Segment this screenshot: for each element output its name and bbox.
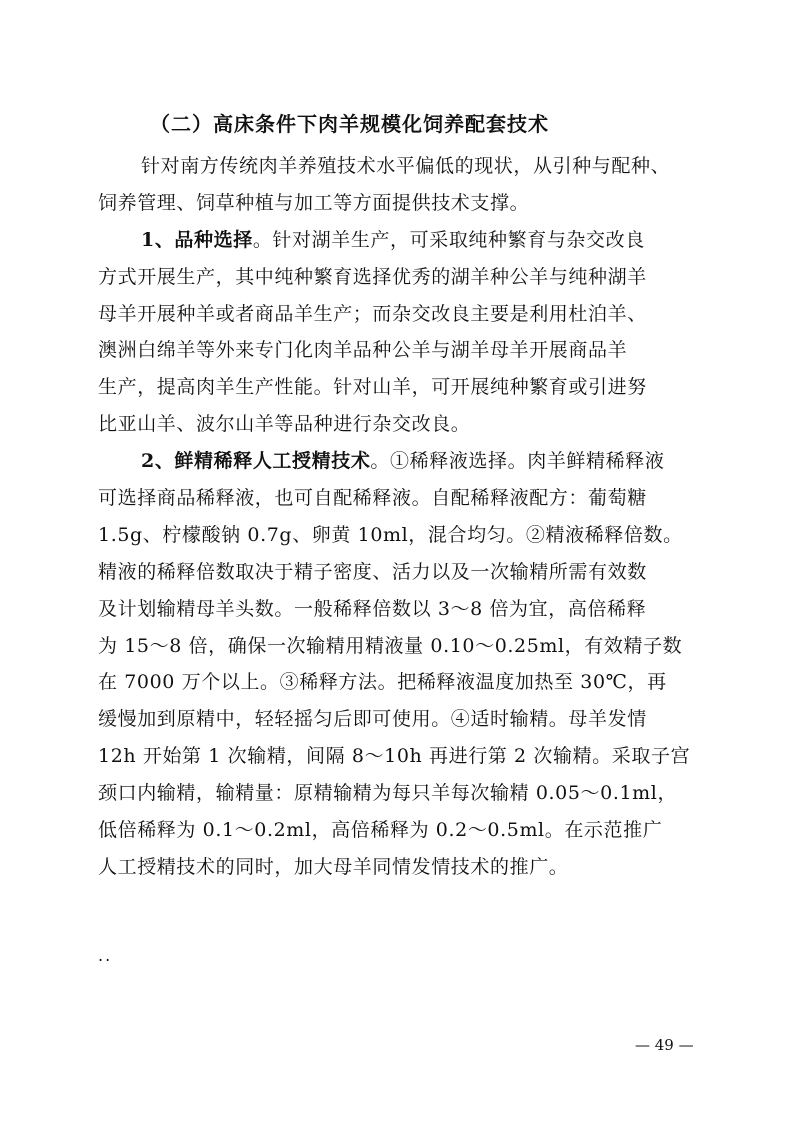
- section2-line: 为 15～8 倍，确保一次输精用精液量 0.10～0.25ml，有效精子数: [98, 634, 683, 657]
- section2-line: 低倍稀释为 0.1～0.2ml，高倍稀释为 0.2～0.5ml。在示范推广: [98, 819, 663, 842]
- section1-first-line: [98, 222, 718, 259]
- section1-line: 澳洲白绵羊等外来专门化肉羊品种公羊与湖羊母羊开展商品羊: [98, 339, 628, 362]
- section2-line: 缓慢加到原精中，轻轻摇匀后即可使用。④适时输精。母羊发情: [98, 708, 647, 731]
- section1-line: 生产，提高肉羊生产性能。针对山羊，可开展纯种繁育或引进努: [98, 376, 647, 399]
- section2-line: 12h 开始第 1 次输精，间隔 8～10h 再进行第 2 次输精。采取子宫: [98, 745, 691, 768]
- section2-text: 。①稀释液选择。肉羊鲜精稀释液: [370, 450, 665, 473]
- section1-line: 比亚山羊、波尔山羊等品种进行杂交改良。: [98, 413, 471, 436]
- section2-line: 精液的稀释倍数取决于精子密度、活力以及一次输精所需有效数: [98, 560, 647, 583]
- section2-line: 在 7000 万个以上。③稀释方法。把稀释液温度加热至 30℃，再: [98, 671, 667, 694]
- section2-first-line: [98, 443, 718, 480]
- section2-line: 颈口内输精，输精量：原精输精为每只羊每次输精 0.05～0.1ml，: [98, 782, 678, 805]
- section1-line: 方式开展生产，其中纯种繁育选择优秀的湖羊种公羊与纯种湖羊: [98, 265, 647, 288]
- section2-line: 可选择商品稀释液，也可自配稀释液。自配稀释液配方：葡萄糖: [98, 487, 647, 510]
- body-text: [98, 148, 718, 886]
- section1-line: 母羊开展种羊或者商品羊生产；而杂交改良主要是利用杜泊羊、: [98, 302, 647, 325]
- section2-title: 2、鲜精稀释人工授精技术: [141, 450, 371, 473]
- stray-mark: ..: [98, 946, 113, 965]
- section-heading: （二）高床条件下肉羊规模化饲养配套技术: [150, 112, 549, 136]
- section1-text: 。针对湖羊生产，可采取纯种繁育与杂交改良: [252, 228, 645, 251]
- section2-line: 及计划输精母羊头数。一般稀释倍数以 3～8 倍为宜，高倍稀释: [98, 597, 647, 620]
- page-number: — 49 —: [635, 1036, 694, 1054]
- section1-title: 1、品种选择: [141, 228, 253, 251]
- intro-line: 针对南方传统肉羊养殖技术水平偏低的现状，从引种与配种、: [141, 155, 671, 177]
- section2-line: 1.5g、柠檬酸钠 0.7g、卵黄 10ml，混合均匀。②精液稀释倍数。: [98, 523, 683, 546]
- section2-line: 人工授精技术的同时，加大母羊同情发情技术的推广。: [98, 855, 569, 878]
- intro-line: 饲养管理、饲草种植与加工等方面提供技术支撑。: [98, 191, 530, 214]
